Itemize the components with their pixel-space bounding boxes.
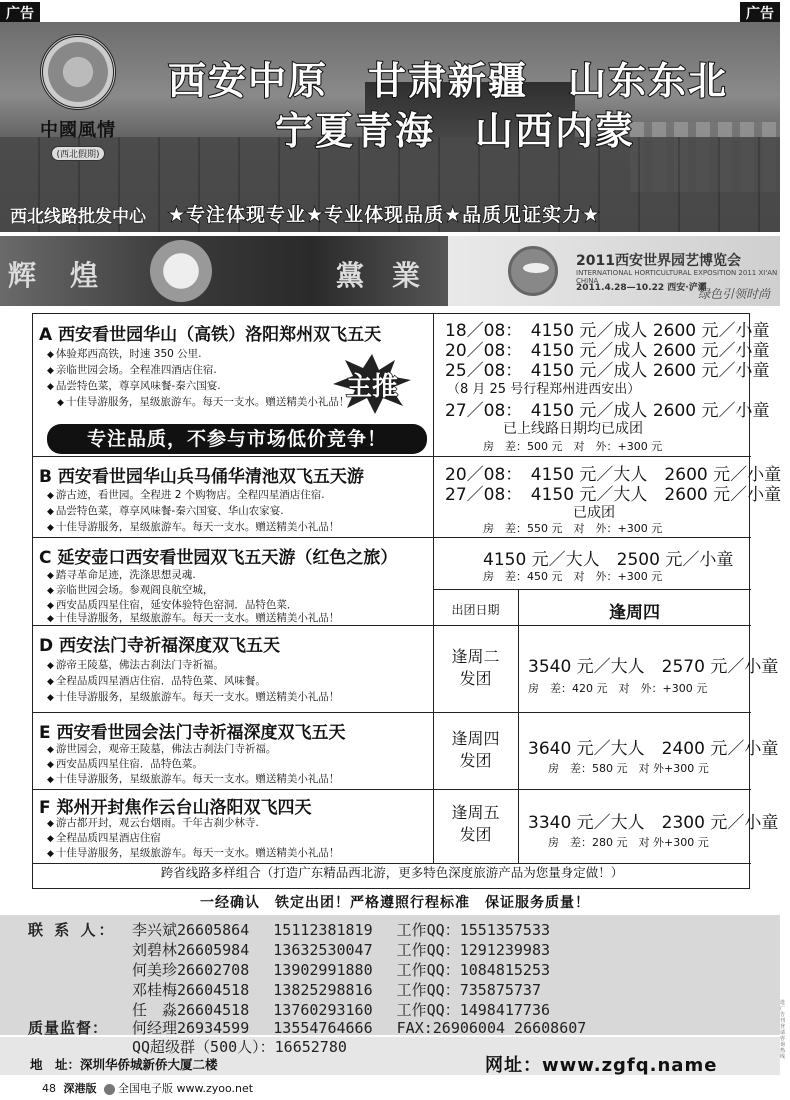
expo-title: 2011西安世界园艺博览会 (576, 253, 741, 269)
contact-row: 邓桂梅26604518 13825298816 工作QQ：735875737 (132, 981, 541, 999)
contact-row: 任 淼26604518 13760293160 工作QQ：1498417736 (132, 1001, 551, 1019)
route-a-price: 25／08： 4150 元／成人 2600 元／小童 (445, 361, 770, 381)
route-f-feature: ◆ 全程品质四星酒店住宿 (47, 831, 161, 847)
route-c-feature: ◆ 十佳导游服务，星级旅游车。每天一支水。赠送精美小礼品！ (47, 611, 339, 627)
featured-badge-label: 主推 (345, 372, 398, 402)
contact-block (0, 915, 780, 1035)
route-c-feature: ◆ 亲临世园会场。参观阎良航空城， (47, 583, 213, 599)
route-a-room-diff: 房 差：500 元 对 外：+300 元 (483, 440, 663, 453)
top-banner (0, 22, 780, 232)
quality-promo-banner: 专注品质，不参与市场低价竞争！ (47, 424, 427, 454)
route-c-price: 4150 元／大人 2500 元／小童 (483, 550, 734, 570)
route-a-note: （8 月 25 号行程郑州进西安出） (447, 382, 641, 397)
route-e-schedule-note: 发团 (459, 751, 492, 770)
expo-mascot-icon (508, 246, 558, 296)
contact-row: 李兴斌26605864 15112381819 工作QQ：1551357533 (132, 921, 551, 939)
route-d-room-diff: 房 差：420 元 对 外：+300 元 (528, 682, 708, 695)
route-a-status: 已上线路日期均已成团 (503, 421, 643, 437)
route-a-feature: ◆ 亲临世园会场。全程准四酒店住宿. (47, 363, 217, 379)
headline-line-1: 西安中原 甘肃新疆 山东东北 (168, 59, 729, 103)
ad-tag-right: 广告 (740, 2, 780, 24)
route-f-price: 3340 元／大人 2300 元／小童 (528, 813, 779, 833)
route-a-price: 18／08： 4150 元／成人 2600 元／小童 (445, 321, 770, 341)
qq-group: QQ超级群（500人）：16652780 (132, 1038, 347, 1056)
quality-supervision-contact: 何经理26934599 13554764666 FAX:26906004 26608607 (132, 1019, 587, 1037)
route-d-feature: ◆ 全程品质四星酒店住宿．品特色菜、风味餐。 (47, 674, 266, 690)
route-b-feature: ◆ 游古迹，看世园。全程进 2 个购物店。全程四星酒店住宿. (47, 488, 325, 504)
route-e-room-diff: 房 差：580 元 对 外+300 元 (548, 762, 709, 775)
route-c-title: C 延安壶口西安看世园双飞五天游（红色之旅） (39, 548, 398, 568)
featured-badge (333, 354, 411, 414)
route-e-price: 3640 元／大人 2400 元／小童 (528, 739, 779, 759)
route-b-price: 27／08： 4150 元／大人 2600 元／小童 (445, 485, 782, 505)
route-e-feature: ◆ 游世园会，观帝王陵墓，佛法古刹法门寺祈福。 (47, 742, 276, 758)
ad-tag-left: 广告 (0, 2, 40, 24)
route-d-feature: ◆ 游帝王陵墓，佛法古刹法门寺祈福。 (47, 658, 224, 674)
route-d-price: 3540 元／大人 2570 元／小童 (528, 657, 779, 677)
globe-icon (104, 1084, 115, 1095)
route-b-room-diff: 房 差：550 元 对 外：+300 元 (483, 522, 663, 535)
route-d-schedule-day: 逢周二 (451, 647, 500, 666)
logo-name: 中國風情 (40, 120, 116, 141)
route-f-title: F 郑州开封焦作云台山洛阳双飞四天 (39, 798, 312, 818)
route-e-schedule-day: 逢周四 (451, 729, 500, 748)
expo-date: 2011.4.28—10.22 西安·浐灞 (576, 283, 707, 293)
route-b-price: 20／08： 4150 元／大人 2600 元／小童 (445, 465, 782, 485)
brand-logo (28, 34, 128, 164)
contact-row: 刘碧林26605984 13632530047 工作QQ：1291239983 (132, 941, 551, 959)
route-b-title: B 西安看世园华山兵马俑华清池双飞五天游 (39, 467, 364, 487)
service-pledge: 一经确认 铁定出团！严格遵照行程标准 保证服务质量！ (200, 895, 590, 911)
route-c-feature: ◆ 西安品质四星住宿，延安体验特色窑洞．品特色菜． (47, 598, 297, 614)
strip-char-2: 煌 (70, 259, 99, 292)
edition-label: 深港版 (63, 1082, 97, 1095)
strip-char-1: 辉 (8, 259, 37, 292)
row-divider (33, 712, 751, 713)
page-footer (42, 1080, 253, 1096)
contact-label: 联 系 人： (28, 921, 117, 939)
page-number: 48 (42, 1082, 56, 1095)
party-anniversary-image (0, 236, 445, 306)
route-f-schedule (433, 802, 518, 846)
image-strip (0, 236, 780, 306)
depart-date-label: 出团日期 (451, 603, 500, 617)
route-b-status: 已成团 (573, 505, 615, 521)
route-d-title: D 西安法门寺祈福深度双飞五天 (39, 636, 281, 656)
wholesale-center-tag: 西北线路批发中心 (10, 207, 146, 227)
row-divider (33, 537, 751, 538)
route-c-feature: ◆ 踏寻革命足迹，洗涤思想灵魂. (47, 568, 196, 584)
row-divider (33, 456, 751, 457)
logo-subtitle: (西北假期) (51, 146, 104, 161)
route-a-feature: ◆ 十佳导游服务，星级旅游车。每天一支水。赠送精美小礼品！ (57, 395, 349, 411)
row-divider (33, 789, 751, 790)
route-f-schedule-note: 发团 (459, 825, 492, 844)
address-bar (0, 1037, 780, 1075)
row-divider (433, 589, 751, 590)
route-b-feature: ◆ 十佳导游服务，星级旅游车。每天一支水。赠送精美小礼品！ (47, 520, 339, 536)
route-c-room-diff: 房 差：450 元 对 外：+300 元 (483, 570, 663, 583)
route-e-schedule (433, 728, 518, 772)
route-e-feature: ◆ 西安品质四星住宿．品特色菜。 (47, 757, 203, 773)
schedule-divider (518, 589, 519, 863)
route-d-schedule (433, 646, 518, 690)
brand-slogan: ★专注体现专业★专业体现品质★品质见证实力★ (168, 204, 601, 226)
combination-footnote: 跨省线路多样组合（打造广东精品西北游，更多特色深度旅游产品为您量身定做！） (160, 865, 624, 880)
address: 地 址：深圳华侨城新侨大厦二楼 (30, 1057, 218, 1072)
contact-row: 何美珍26602708 13902991880 工作QQ：1084815253 (132, 961, 551, 979)
strip-char-3: 黨 (336, 259, 365, 292)
route-table (32, 313, 782, 889)
route-a-price: 20／08： 4150 元／成人 2600 元／小童 (445, 341, 770, 361)
network-edition: 全国电子版 www.zyoo.net (118, 1082, 254, 1095)
route-f-schedule-day: 逢周五 (451, 803, 500, 822)
strip-char-4: 業 (392, 259, 421, 292)
route-b-feature: ◆ 品尝特色菜，尊享风味餐-秦六国宴、华山农家宴. (47, 504, 284, 520)
route-e-feature: ◆ 十佳导游服务，星级旅游车。每天一支水。赠送精美小礼品！ (47, 772, 339, 788)
quality-supervision-label: 质量监督： (28, 1019, 109, 1037)
side-note: 选广告刊登请咨询热线 (780, 1000, 786, 1060)
party-emblem-icon (150, 240, 212, 302)
website-link[interactable]: 网址：www.zgfq.name (485, 1055, 718, 1076)
route-a-title: A 西安看世园华山（高铁）洛阳郑州双飞五天 (39, 325, 382, 345)
headline-line-2: 宁夏青海 山西内蒙 (275, 109, 636, 153)
route-e-title: E 西安看世园会法门寺祈福深度双飞五天 (39, 723, 346, 743)
route-d-schedule-note: 发团 (459, 669, 492, 688)
expo-banner (448, 236, 780, 306)
route-a-feature: ◆ 体验郑西高铁，时速 350 公里. (47, 347, 201, 363)
route-f-feature: ◆ 游古都开封，观云台烟雨。千年古刹少林寺. (47, 816, 259, 832)
route-a-feature: ◆ 品尝特色菜，尊享风味餐-秦六国宴. (47, 379, 221, 395)
depart-date-value: 逢周四 (609, 603, 660, 623)
route-d-feature: ◆ 十佳导游服务，星级旅游车。每天一支水。赠送精美小礼品！ (47, 690, 339, 706)
route-f-feature: ◆ 十佳导游服务，星级旅游车。每天一支水。赠送精美小礼品！ (47, 846, 339, 862)
logo-emblem-icon (40, 34, 116, 110)
expo-script: 绿色引领时尚 (697, 287, 770, 301)
route-a-price: 27／08： 4150 元／成人 2600 元／小童 (445, 401, 770, 421)
expo-title-en: INTERNATIONAL HORTICULTURAL EXPOSITION 2011 XI'AN CHINA (576, 269, 778, 285)
route-f-room-diff: 房 差：280 元 对 外+300 元 (548, 836, 709, 849)
